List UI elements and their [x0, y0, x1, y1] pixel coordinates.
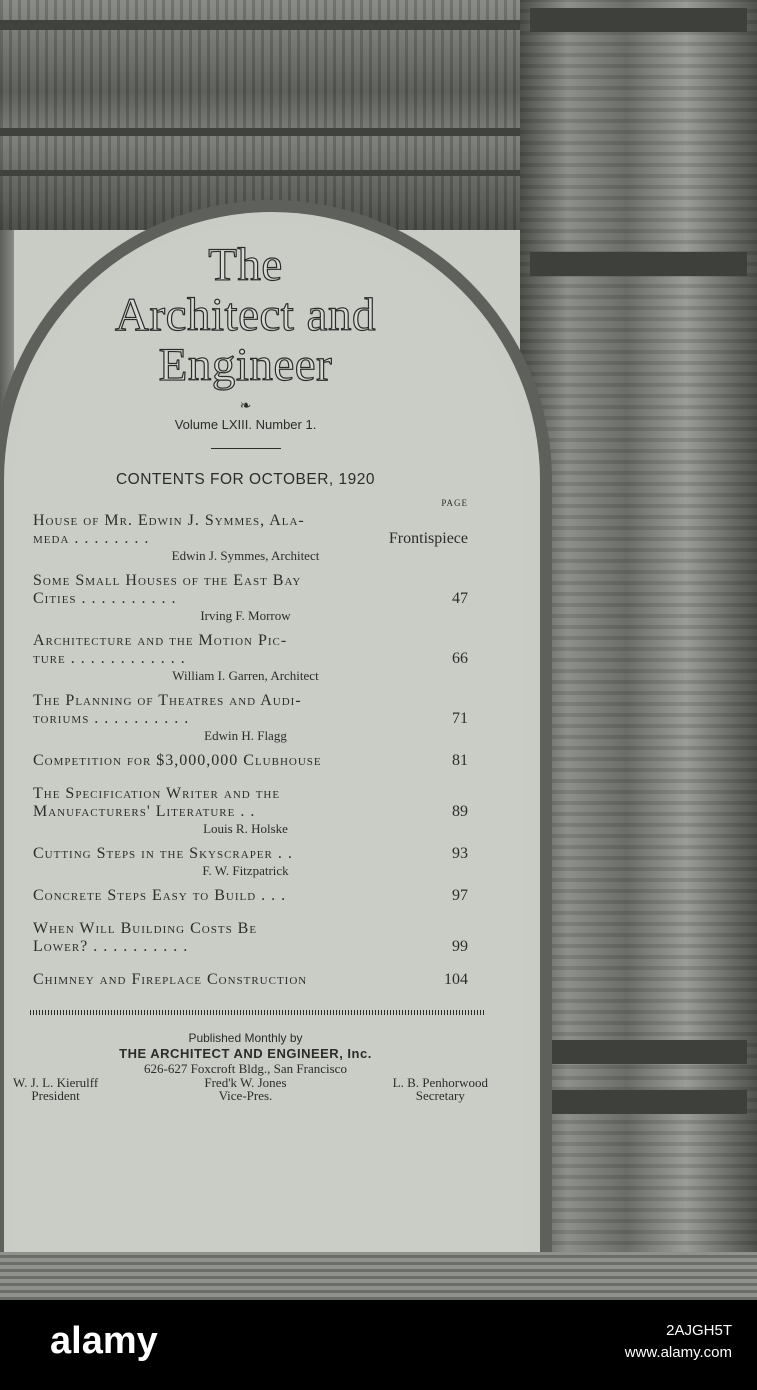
stock-info: [625, 1320, 732, 1364]
toc-entry: [33, 785, 468, 837]
alamy-logo: alamy: [50, 1320, 158, 1362]
page-column-label: PAGE: [441, 498, 468, 508]
cover-content: [13, 239, 488, 1103]
toc-title: The Specification Writer and the: [33, 785, 281, 802]
volume-number: Volume LXIII. Number 1.: [174, 417, 317, 432]
toc-author: Louis R. Holske: [203, 821, 288, 836]
base-molding: [0, 1252, 757, 1300]
site-url: www.alamy.com: [624, 1344, 732, 1361]
toc-row: [33, 845, 468, 862]
toc-page-number: 93: [452, 845, 468, 862]
officer: L. B. Penhorwood Secretary: [392, 1075, 488, 1103]
publisher-address: 626-627 Foxcroft Bldg., San Francisco: [144, 1061, 347, 1076]
toc-page-number: 99: [452, 938, 468, 955]
contents-heading: CONTENTS FOR OCTOBER, 1920: [115, 471, 376, 488]
toc-title: House of Mr. Edwin J. Symmes, Ala-: [33, 512, 305, 529]
officer: Fred'k W. Jones Vice-Pres.: [204, 1075, 287, 1103]
toc-entry: [33, 752, 468, 769]
toc-title-end: Chimney and Fireplace Construction: [33, 971, 308, 988]
publisher-line: Published Monthly by: [188, 1031, 303, 1045]
toc-page-number: 47: [452, 590, 468, 607]
magazine-title: The Architect and Engineer: [115, 239, 376, 391]
toc-row: [33, 971, 468, 988]
toc-title-end: meda . . . . . . . .: [33, 530, 150, 547]
toc-page-number: 81: [452, 752, 468, 769]
toc-author: William I. Garren, Architect: [172, 668, 319, 683]
toc-title-end: Competition for $3,000,000 Clubhouse: [33, 752, 322, 769]
toc-entry: [33, 845, 468, 879]
leaf-ornament-icon: ❧: [239, 399, 252, 414]
toc-entry: [33, 692, 468, 744]
toc-entry: [33, 887, 468, 904]
toc-entry: [33, 971, 468, 988]
toc-title-end: toriums . . . . . . . . . .: [33, 710, 190, 727]
toc-title: When Will Building Costs Be: [33, 920, 258, 937]
toc-row: [33, 710, 468, 727]
toc-entry: [33, 632, 468, 684]
stock-footer: [0, 1300, 757, 1390]
toc-title-end: ture . . . . . . . . . . . .: [33, 650, 186, 667]
toc-title: Architecture and the Motion Pic-: [33, 632, 288, 649]
toc-title-end: Manufacturers' Literature . .: [33, 803, 256, 820]
officers: [13, 1076, 488, 1102]
toc-page-number: 89: [452, 803, 468, 820]
toc-row: [33, 530, 468, 547]
officer: W. J. L. Kierulff President: [13, 1075, 99, 1103]
image-id: 2AJGH5T: [666, 1322, 732, 1339]
toc-title-end: Lower? . . . . . . . . . .: [33, 938, 189, 955]
toc-page-number: 71: [452, 710, 468, 727]
toc-row: [33, 650, 468, 667]
toc-title-end: Concrete Steps Easy to Build . . .: [33, 887, 287, 904]
toc-entry: [33, 920, 468, 955]
toc-row: [33, 887, 468, 904]
toc-author: F. W. Fitzpatrick: [202, 863, 289, 878]
toc-page-number: 97: [452, 887, 468, 904]
toc-title: The Planning of Theatres and Audi-: [33, 692, 302, 709]
toc-author: Edwin H. Flagg: [204, 728, 287, 743]
toc-page-number: 66: [452, 650, 468, 667]
toc-page-number: 104: [444, 971, 468, 988]
toc-author: Edwin J. Symmes, Architect: [171, 548, 320, 563]
toc-row: [33, 938, 468, 955]
dotted-divider: [30, 1010, 485, 1015]
caryatid-column: [520, 0, 757, 1300]
toc-page-number: Frontispiece: [388, 530, 468, 547]
toc-author: Irving F. Morrow: [200, 608, 291, 623]
divider: [211, 448, 281, 449]
toc-title: Some Small Houses of the East Bay: [33, 572, 302, 589]
publisher-name: THE ARCHITECT AND ENGINEER, Inc.: [119, 1046, 372, 1061]
toc-row: [33, 590, 468, 607]
toc-row: [33, 752, 468, 769]
toc-title-end: Cities . . . . . . . . . .: [33, 590, 177, 607]
toc-entry: [33, 512, 468, 564]
toc-row: [33, 803, 468, 820]
toc-title-end: Cutting Steps in the Skyscraper . .: [33, 845, 293, 862]
toc-entry: [33, 572, 468, 624]
table-of-contents: [33, 512, 468, 988]
